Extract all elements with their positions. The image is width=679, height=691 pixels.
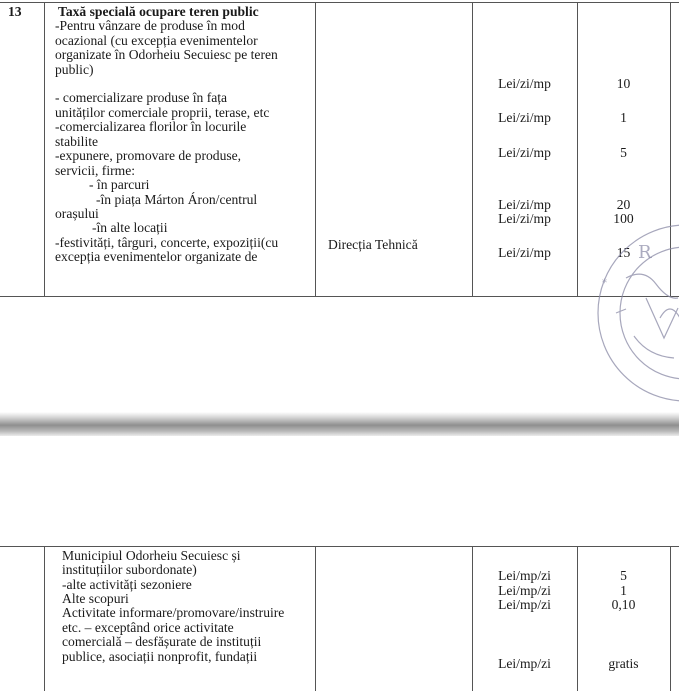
description-line: servicii, firme: (55, 163, 136, 178)
value-cell: 20 (616, 197, 631, 212)
unit-cell: Lei/zi/mp (498, 76, 551, 91)
unit-cell: Lei/zi/mp (498, 211, 551, 226)
value-cell: 5 (620, 568, 627, 583)
unit-cell: Lei/zi/mp (498, 110, 551, 125)
value-cell: gratis (608, 656, 639, 671)
description-line: Alte scopuri (62, 591, 129, 606)
column-divider (670, 546, 671, 691)
description-line: publice, asociații nonprofit, fundații (62, 649, 258, 664)
description-line: -festivități, târguri, concerte, expoziții(cu (55, 235, 279, 250)
unit-cell: Lei/mp/zi (498, 656, 551, 671)
svg-text:*: * (602, 278, 607, 289)
unit-cell: Lei/mp/zi (498, 568, 551, 583)
description-line: -în alte locații (92, 220, 168, 235)
description-line: organizate în Odorheiu Secuiesc pe teren (55, 47, 278, 62)
description-line: public) (55, 62, 94, 77)
value-cell: 15 (616, 245, 631, 260)
value-cell: 5 (620, 145, 627, 160)
value-cell: 100 (613, 211, 634, 226)
description-line: unităților comerciale proprii, terase, etc (55, 105, 270, 120)
description-line: comercială – desfășurate de instituții (62, 634, 262, 649)
unit-cell: Lei/zi/mp (498, 145, 551, 160)
unit-cell: Lei/zi/mp (498, 197, 551, 212)
value-cell: 1 (620, 110, 627, 125)
unit-cell: Lei/mp/zi (498, 597, 551, 612)
table-bottom-border (0, 296, 679, 297)
page-separator-shadow (0, 412, 679, 436)
description-line: ocazional (cu excepția evenimentelor (55, 33, 258, 48)
description-line: excepția evenimentelor organizate de (55, 249, 258, 264)
column-divider (670, 2, 671, 296)
description-line: Municipiul Odorheiu Secuiesc și (62, 548, 241, 563)
description-line: orașului (55, 206, 99, 221)
description-line: -în piața Márton Áron/centrul (96, 192, 258, 207)
unit-cell: Lei/mp/zi (498, 583, 551, 598)
department-name: Direcția Tehnică (328, 237, 418, 252)
value-cell: 0,10 (611, 597, 636, 612)
value-cell: 1 (620, 583, 627, 598)
row-number: 13 (8, 4, 22, 19)
page-bottom (0, 542, 679, 691)
description-line: instituțiilor subordonate) (62, 562, 197, 577)
description-line: - comercializare produse în fața (55, 90, 228, 105)
column-divider (44, 2, 45, 296)
svg-text:R: R (638, 242, 652, 263)
description-line: -Pentru vânzare de produse în mod (55, 18, 245, 33)
tax-title: Taxă specială ocupare teren public (58, 4, 259, 19)
column-divider (315, 2, 316, 296)
description-line: -alte activități sezoniere (62, 577, 192, 592)
unit-cell: Lei/zi/mp (498, 245, 551, 260)
description-line: etc. – exceptând orice activitate (62, 620, 234, 635)
value-cell: 10 (616, 76, 631, 91)
page-top (0, 0, 679, 300)
description-line: stabilite (55, 134, 99, 149)
column-divider (315, 546, 316, 691)
description-line: Activitate informare/promovare/instruire (62, 605, 285, 620)
description-line: -comercializarea florilor în locurile (55, 119, 247, 134)
column-divider (44, 546, 45, 691)
page-gap (0, 300, 679, 542)
description-line: -expunere, promovare de produse, (55, 148, 242, 163)
description-line: - în parcuri (89, 177, 150, 192)
